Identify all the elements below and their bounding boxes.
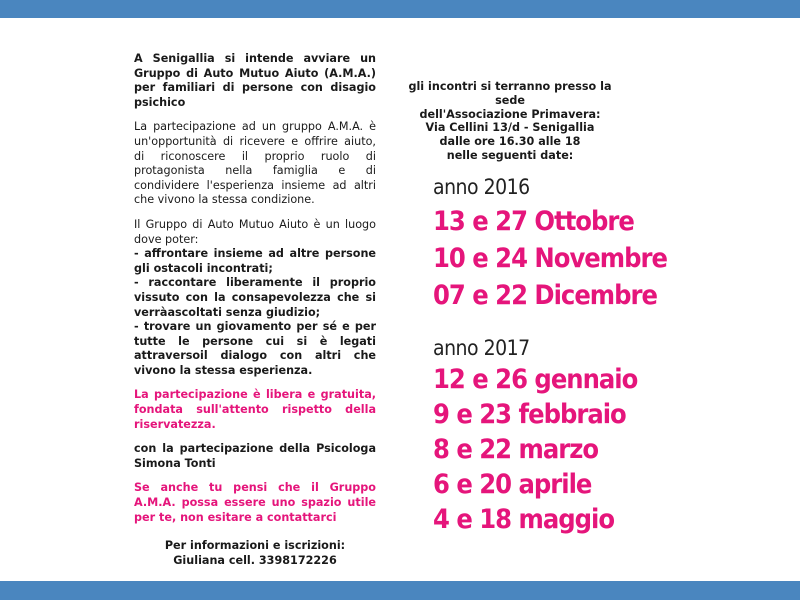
location-line: Via Cellini 13/d - Senigallia	[425, 121, 595, 135]
bottom-border-band	[0, 581, 800, 600]
group-description	[134, 218, 376, 379]
psychologist-note: con la partecipazione della Psicologa Simona Tonti	[134, 442, 376, 470]
info-label: Per informazioni e iscrizioni:	[164, 539, 346, 553]
location-line: gli incontri si terranno presso la sede	[408, 80, 612, 107]
dates-2017-list	[433, 362, 637, 537]
contact-invitation: Se anche tu pensi che il Gruppo A.M.A. possa essere uno spazio utile per te, non esitare a contattarci	[134, 481, 376, 524]
dates-2016-list	[433, 203, 667, 314]
date-entry: 10 e 24 Novembre	[433, 243, 667, 274]
contact-info	[134, 539, 376, 568]
year-2016-label: anno 2016	[433, 175, 530, 199]
participation-text: La partecipazione ad un gruppo A.M.A. è un'opportunità di ricevere e offrire aiuto, di riconoscere il proprio ruolo di protagonista nella famiglia e di condividere l'esperienza insieme ad altri che vivono la stessa condizione.	[134, 120, 376, 207]
date-entry: 07 e 22 Dicembre	[433, 280, 657, 311]
left-column	[134, 52, 376, 578]
meeting-location-info	[405, 80, 615, 163]
group-intro-text: Il Gruppo di Auto Mutuo Aiuto è un luogo dove poter:	[134, 217, 376, 246]
location-line: nelle seguenti date:	[446, 148, 574, 162]
date-entry: 8 e 22 marzo	[433, 434, 599, 465]
bullet-item: - raccontare liberamente il proprio vissuto con la consapevolezza che si verràascoltati senza giudizio;	[134, 276, 376, 319]
intro-text: A Senigallia si intende avviare un Gruppo di Auto Mutuo Aiuto (A.M.A.) per familiari di persone con disagio psichico	[134, 52, 376, 109]
date-entry: 6 e 20 aprile	[433, 469, 592, 500]
year-2017-label: anno 2017	[433, 336, 530, 360]
top-border-band	[0, 0, 800, 18]
free-participation-note: La partecipazione è libera e gratuita, fondata sull'attento rispetto della riservatezza.	[134, 388, 376, 431]
location-line: dell'Associazione Primavera:	[419, 107, 601, 121]
location-line: dalle ore 16.30 alle 18	[439, 135, 581, 149]
date-entry: 9 e 23 febbraio	[433, 399, 626, 430]
date-entry: 4 e 18 maggio	[433, 504, 615, 535]
date-entry: 13 e 27 Ottobre	[433, 206, 634, 237]
bullet-item: - affrontare insieme ad altre persone gli ostacoli incontrati;	[134, 247, 376, 275]
date-entry: 12 e 26 gennaio	[433, 364, 638, 395]
bullet-item: - trovare un giovamento per sé e per tutte le persone cui si è legati attraversoil dialogo con altri che vivono la stessa esperienza.	[134, 320, 376, 377]
contact-phone: Giuliana cell. 3398172226	[173, 553, 337, 567]
